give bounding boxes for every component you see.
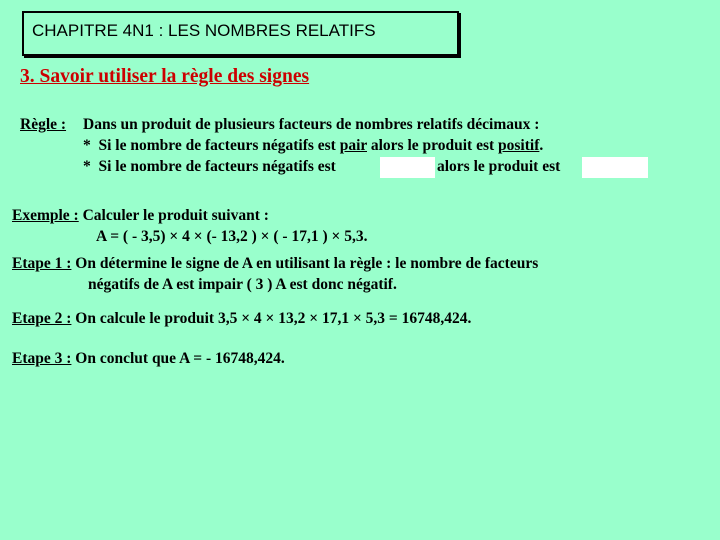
step-3 [12,350,285,368]
rule-line-3 [83,158,336,176]
section-heading: 3. Savoir utiliser la règle des signes [20,66,310,87]
step-2-text: On calcule le produit 3,5 × 4 × 13,2 × 17,1 × 5,3 = 16748,424. [75,310,472,327]
rule-line-2 [83,137,543,155]
rule-line-2-mid: alors le produit est [370,137,495,154]
rule-label: Règle : [20,116,67,133]
step-1 [12,255,538,273]
answer-blank-2 [582,157,648,178]
keyword-pair: pair [339,137,367,154]
example-expression: A = ( - 3,5) × 4 × (- 13,2 ) × ( - 17,1 ) × 5,3. [96,228,368,245]
step-1-label: Etape 1 : [12,255,72,272]
answer-blank-1 [380,157,435,178]
rule-line-3-mid: alors le produit est [437,158,561,175]
period: . [539,137,544,154]
example-line [12,207,269,225]
step-3-text: On conclut que A = - 16748,424. [75,350,285,367]
bullet: * [83,137,91,154]
example-intro: Calculer le produit suivant : [82,207,269,224]
step-3-label: Etape 3 : [12,350,72,367]
keyword-positif: positif [498,137,540,154]
step-2-label: Etape 2 : [12,310,72,327]
rule-line-3-text: Si le nombre de facteurs négatifs est [98,158,336,175]
step-2 [12,310,471,328]
step-1-text: On détermine le signe de A en utilisant la règle : le nombre de facteurs [75,255,539,272]
rule-line-2-text: Si le nombre de facteurs négatifs est [98,137,336,154]
page-title: CHAPITRE 4N1 : LES NOMBRES RELATIFS [32,21,376,40]
rule-line-1: Dans un produit de plusieurs facteurs de nombres relatifs décimaux : [83,116,540,133]
step-1-text-2: négatifs de A est impair ( 3 ) A est donc négatif. [88,276,397,293]
bullet: * [83,158,91,175]
example-label: Exemple : [12,207,79,224]
